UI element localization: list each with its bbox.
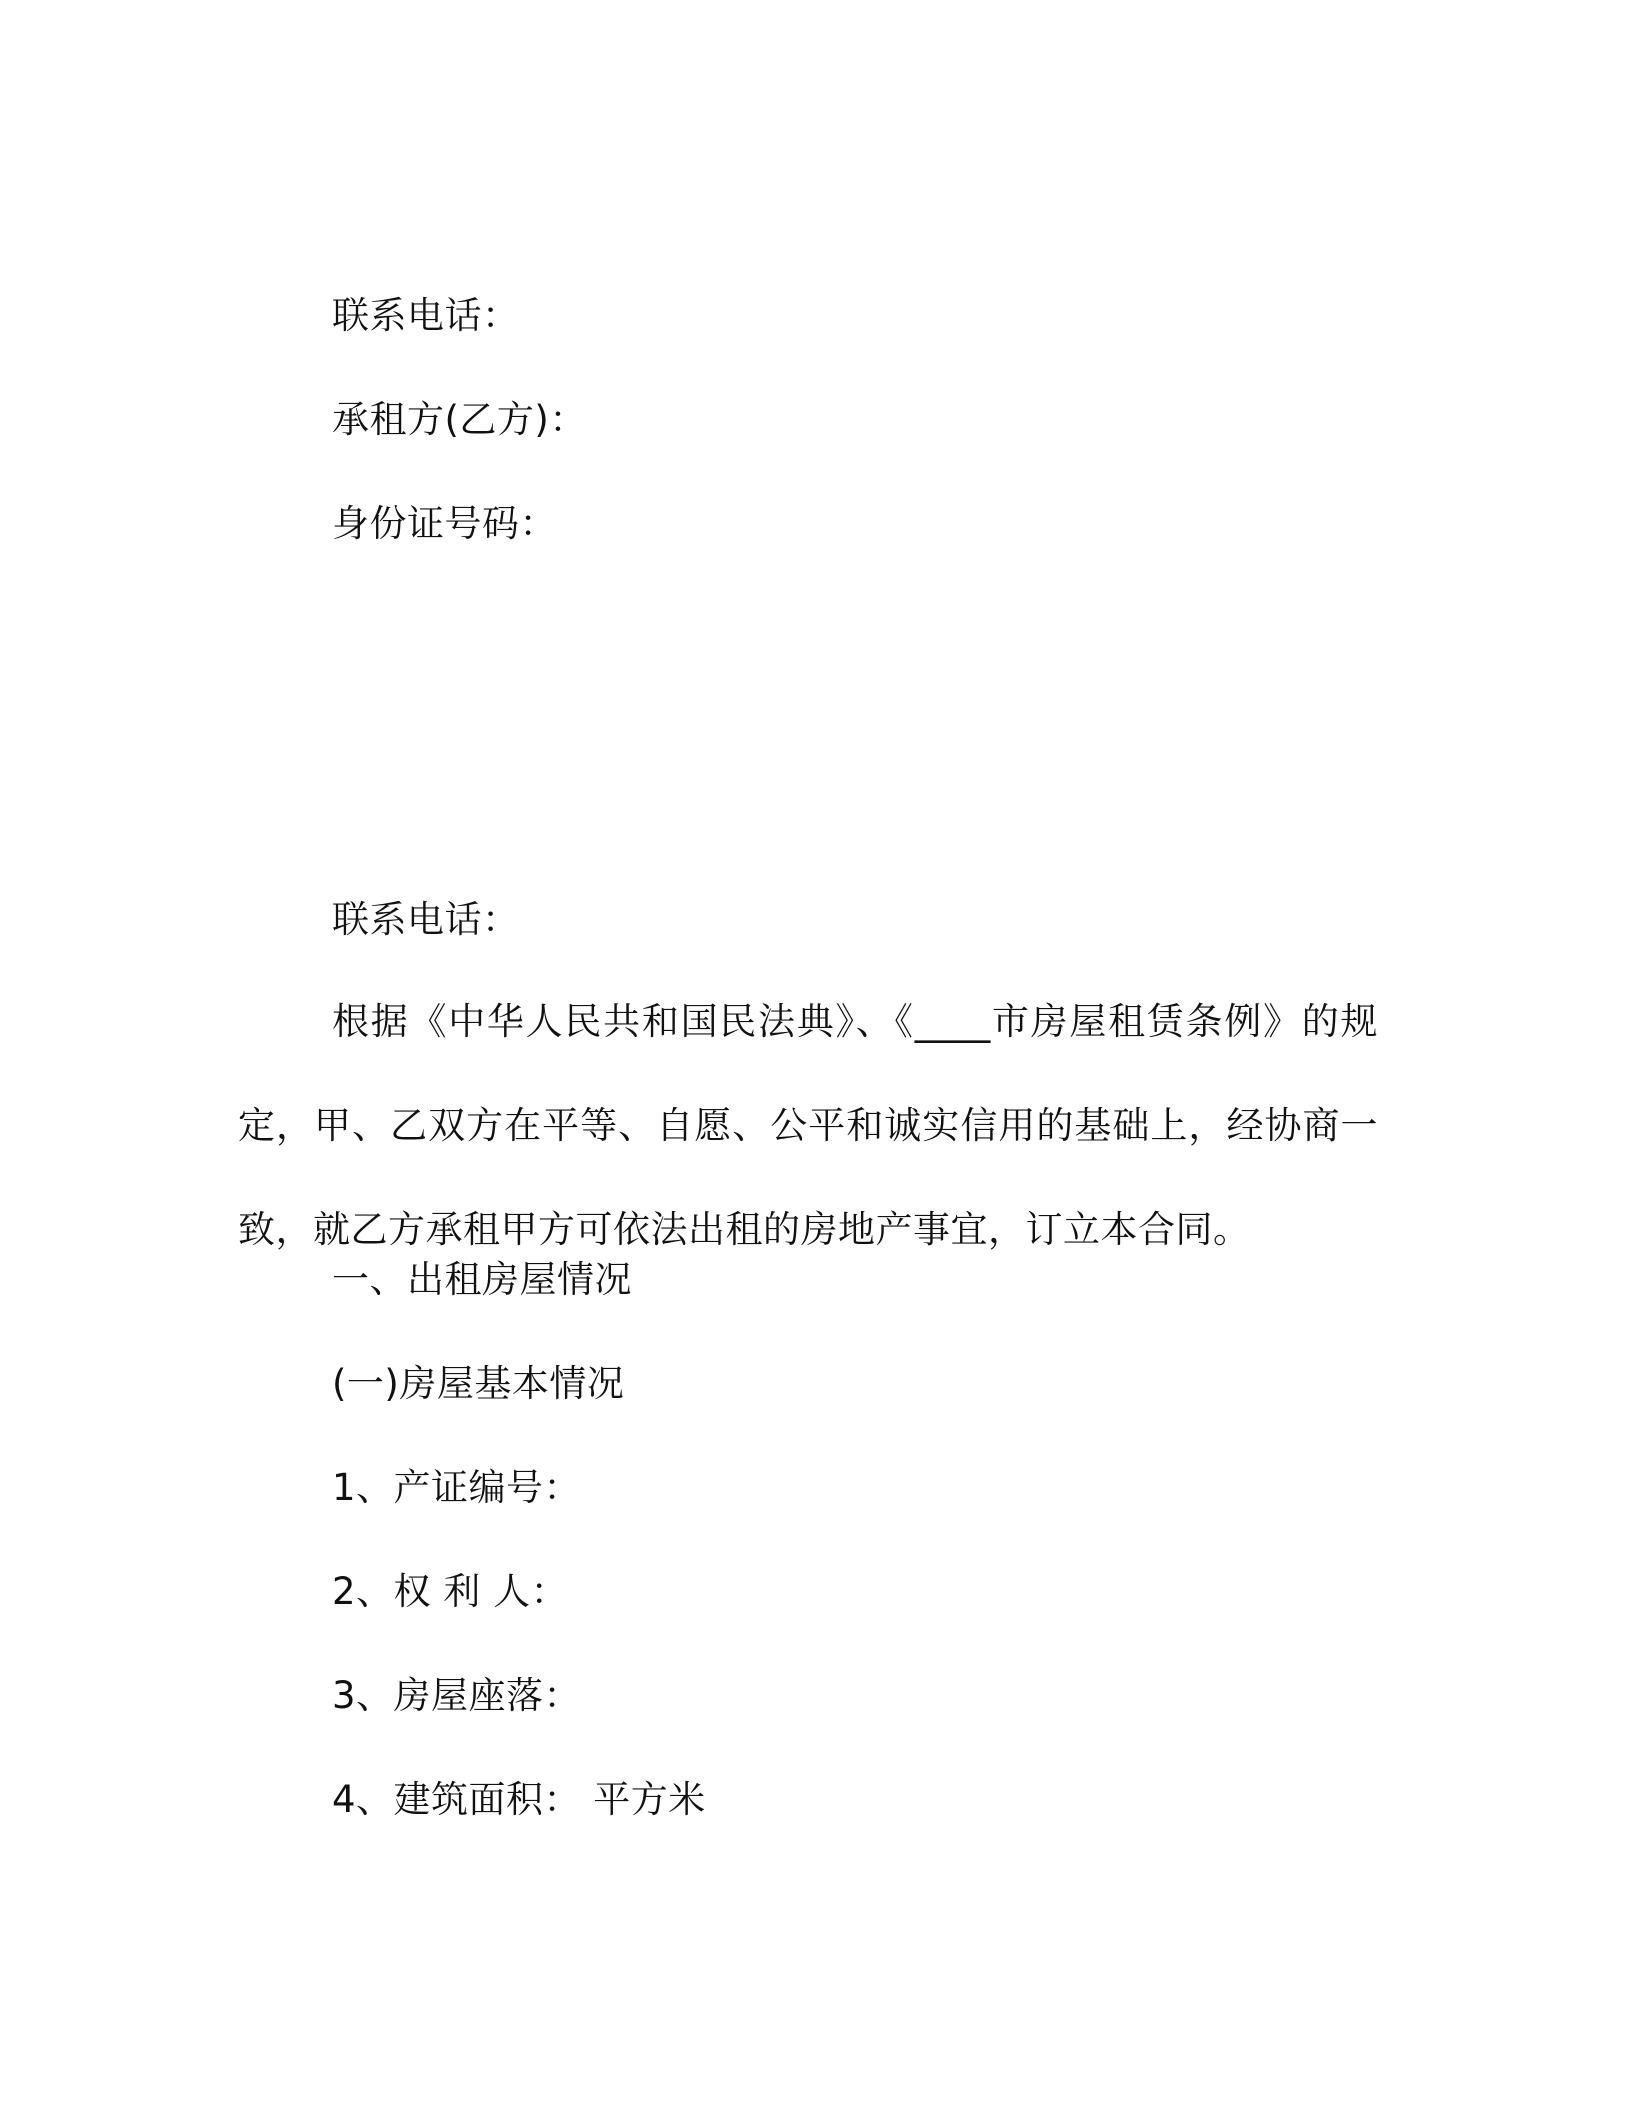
item-building-area: 4、建筑面积： 平方米	[332, 1778, 706, 1821]
subsection-heading-basic-info: (一)房屋基本情况	[332, 1362, 625, 1405]
lessee-label: 承租方(乙方)：	[332, 398, 587, 441]
item-property-location: 3、房屋座落：	[332, 1674, 582, 1717]
section-heading-rental-property: 一、出租房屋情况	[332, 1258, 632, 1301]
contact-phone-label-2: 联系电话：	[332, 898, 520, 941]
item-right-holder: 2、权 利 人：	[332, 1570, 569, 1613]
contact-phone-label-1: 联系电话：	[332, 294, 520, 337]
id-number-label: 身份证号码：	[332, 502, 557, 545]
item-certificate-number: 1、产证编号：	[332, 1466, 582, 1509]
preamble-paragraph: 根据《中华人民共和国民法典》、《____市房屋租赁条例》的规定，甲、乙双方在平等、自愿、公平和诚实信用的基础上，经协商一致，就乙方承租甲方可依法出租的房地产事宜，订立本合同。	[238, 1000, 1378, 1251]
